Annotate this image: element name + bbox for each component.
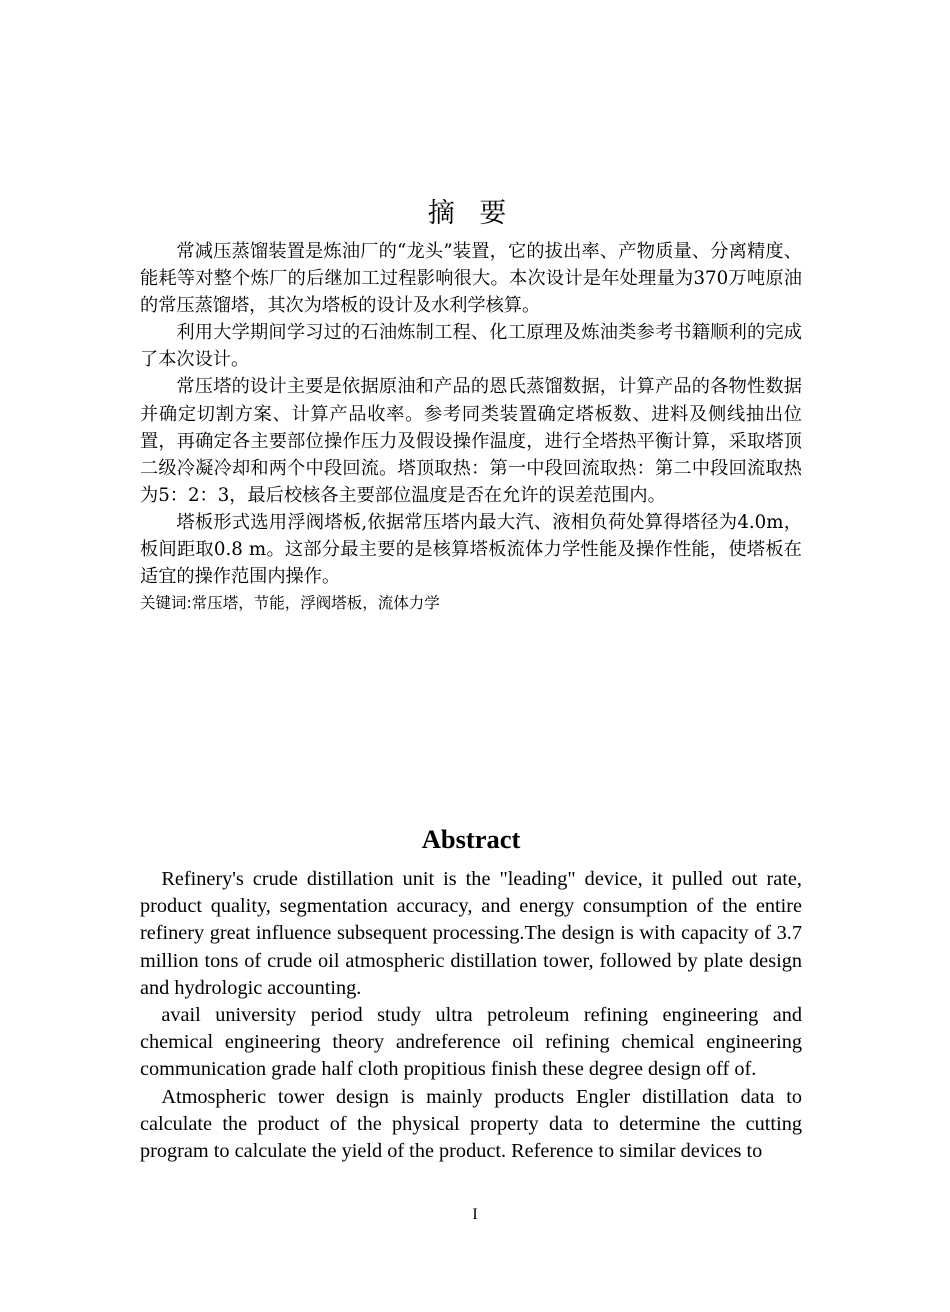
english-paragraph: avail university period study ultra petroleum refining engineering and chemical engineering theory andreference oil refining chemical engineering communication grade half cloth propitious finish these degree design off of. bbox=[140, 1004, 802, 1081]
english-paragraph: Refinery's crude distillation unit is the "leading" device, it pulled out rate, product quality, segmentation accuracy, and energy consumption of the entire refinery great influence subsequent processing.The design is with capacity of 3.7 million tons of crude oil atmospheric distillation tower, followed by plate design and hydrologic accounting. bbox=[140, 868, 802, 999]
english-paragraph: Atmospheric tower design is mainly products Engler distillation data to calculate the product of the physical property data to determine the cutting program to calculate the yield of the product. Reference to similar devices to bbox=[140, 1085, 802, 1163]
chinese-paragraph: 常减压蒸馏装置是炼油厂的“龙头”装置，它的拔出率、产物质量、分离精度、能耗等对整个炼厂的后继加工过程影响很大。本次设计是年处理量为370万吨原油的常压蒸馏塔，其次为塔板的设计及水利学核算。 bbox=[140, 241, 802, 317]
page-number: I bbox=[472, 1206, 478, 1223]
english-abstract-body bbox=[140, 866, 802, 1165]
chinese-abstract-title: 摘 要 bbox=[427, 198, 515, 229]
keywords-label: 关键词: bbox=[140, 594, 192, 613]
keywords-line bbox=[140, 590, 802, 617]
chinese-abstract-body bbox=[140, 238, 802, 617]
english-abstract-title: Abstract bbox=[421, 824, 521, 854]
chinese-paragraph: 利用大学期间学习过的石油炼制工程、化工原理及炼油类参考书籍顺利的完成了本次设计。 bbox=[140, 322, 802, 371]
keywords-text: 常压塔，节能，浮阀塔板，流体力学 bbox=[191, 594, 440, 613]
chinese-paragraph: 塔板形式选用浮阀塔板,依据常压塔内最大汽、液相负荷处算得塔径为4.0m，板间距取0.8 m。这部分最主要的是核算塔板流体力学性能及操作性能，使塔板在适宜的操作范围内操作。 bbox=[140, 511, 802, 588]
chinese-paragraph: 常压塔的设计主要是依据原油和产品的恩氏蒸馏数据，计算产品的各物性数据并确定切割方案、计算产品收率。参考同类装置确定塔板数、进料及侧线抽出位置，再确定各主要部位操作压力及假设操作温度，进行全塔热平衡计算，采取塔顶二级冷凝冷却和两个中段回流。塔顶取热：第一中段回流取热：第二中段回流取热为5：2：3，最后校核各主要部位温度是否在允许的误差范围内。 bbox=[140, 376, 802, 506]
